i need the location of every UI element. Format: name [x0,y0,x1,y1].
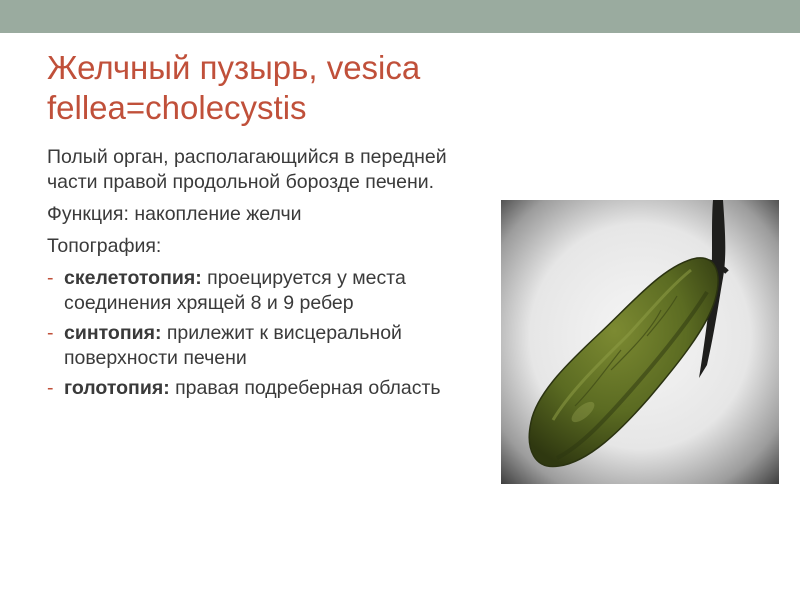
bullet-dash: - [47,377,54,399]
term-holotopy: голотопия: [64,377,170,399]
bullet-dash: - [47,322,54,344]
title-line-1: Желчный пузырь, vesica [47,49,421,86]
list-item-skeletotopy [47,266,487,316]
topography-list [47,266,487,401]
bullet-dash: - [47,267,54,289]
list-item-syntopy [47,321,487,371]
definition-holotopy: правая подреберная область [169,377,441,399]
slide-title [47,48,567,128]
title-line-2: fellea=cholecystis [47,89,307,126]
term-skeletotopy: скелетотопия: [64,267,202,289]
topography-heading: Топография: [47,235,162,257]
gallbladder-photo [501,200,779,484]
definition-syntopy: прилежит к висцеральной поверхности печени [64,322,402,369]
top-band [0,0,800,33]
gallbladder-illustration [501,200,779,484]
function-paragraph: Функция: накопление желчи [47,203,302,225]
slide-body [47,145,487,406]
term-syntopy: синтопия: [64,322,162,344]
definition-skeletotopy: проецируется у места соединения хрящей 8 и 9 ребер [64,267,406,314]
description-paragraph: Полый орган, располагающийся в передней части правой продольной борозде печени. [47,146,447,193]
list-item-holotopy [47,376,487,401]
